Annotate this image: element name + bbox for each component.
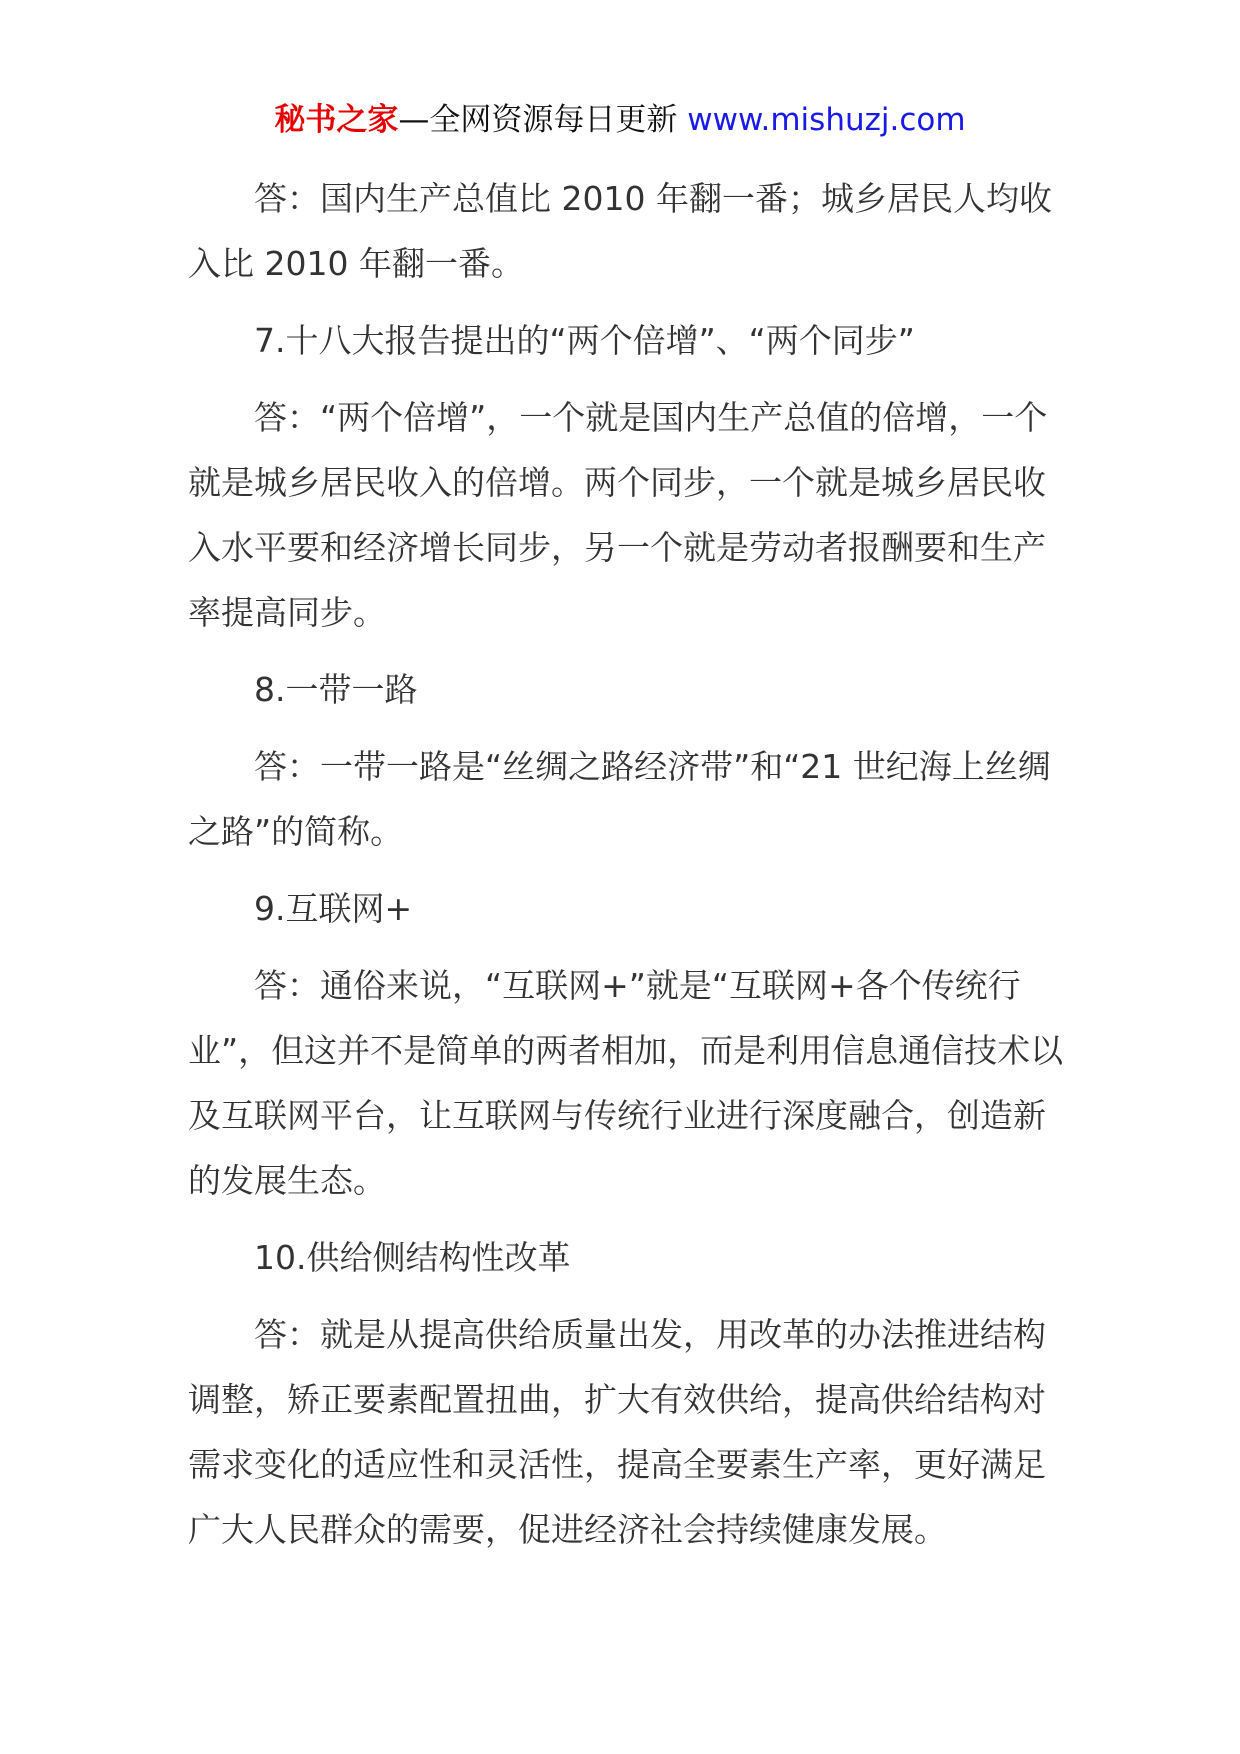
answer-paragraph: 答：“两个倍增”，一个就是国内生产总值的倍增，一个就是城乡居民收入的倍增。两个同步，一个就是城乡居民收入水平要和经济增长同步，另一个就是劳动者报酬要和生产率提高同步。 <box>188 398 1048 632</box>
site-url-link[interactable]: www.mishuzj.com <box>687 102 966 138</box>
answer-paragraph: 答：通俗来说，“互联网+”就是“互联网+各个传统行业”，但这并不是简单的两者相加，而是利用信息通信技术以及互联网平台，让互联网与传统行业进行深度融合，创造新的发展生态。 <box>188 966 1064 1200</box>
page-header <box>0 100 1240 140</box>
answer-paragraph: 答：国内生产总值比 2010 年翻一番；城乡居民人均收入比 2010 年翻一番。 <box>188 179 1052 283</box>
answer-paragraph: 答：一带一路是“丝绸之路经济带”和“21 世纪海上丝绸之路”的简称。 <box>188 747 1051 851</box>
question-heading: 9.互联网+ <box>254 889 413 928</box>
header-tagline: —全网资源每日更新 <box>398 102 678 138</box>
brand-name: 秘书之家 <box>274 102 399 138</box>
question-heading: 7.十八大报告提出的“两个倍增”、“两个同步” <box>254 321 915 360</box>
answer-paragraph: 答：就是从提高供给质量出发，用改革的办法推进结构调整，矫正要素配置扭曲，扩大有效供给，提高供给结构对需求变化的适应性和灵活性，提高全要素生产率，更好满足广大人民群众的需要，促进经济社会持续健康发展。 <box>188 1315 1046 1549</box>
question-heading: 8.一带一路 <box>254 670 418 709</box>
question-heading: 10.供给侧结构性改革 <box>254 1238 571 1277</box>
document-body <box>188 166 1068 1574</box>
